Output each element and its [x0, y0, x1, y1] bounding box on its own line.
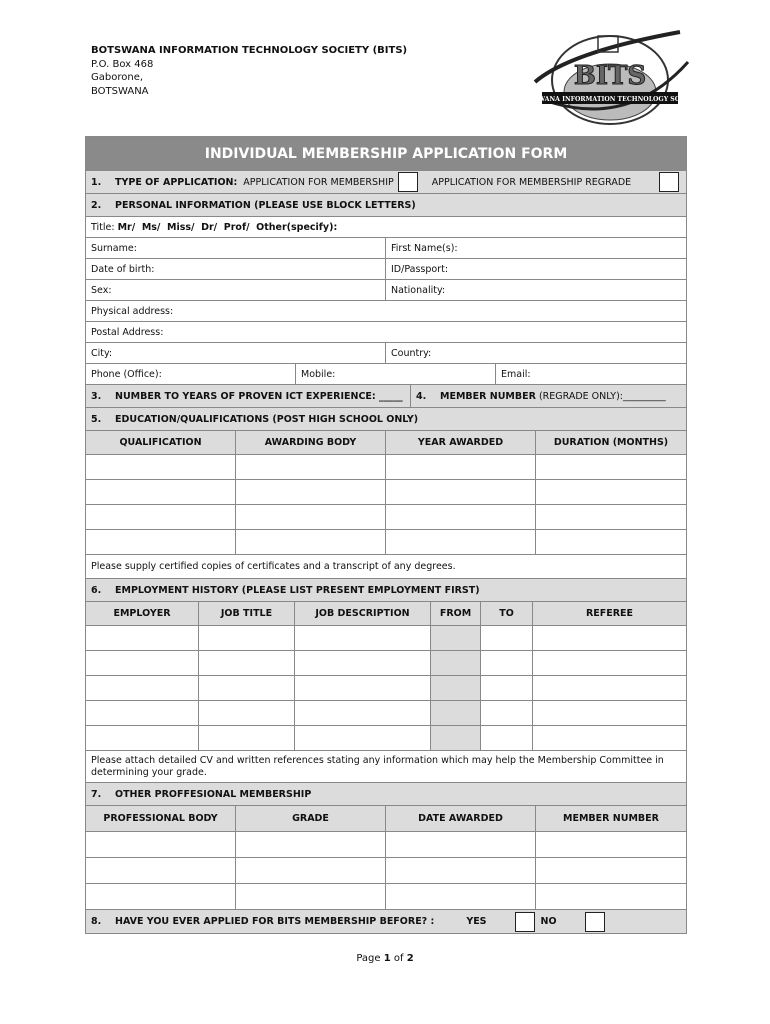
section-1-row: 1. TYPE OF APPLICATION: APPLICATION FOR MEMBERSHIP APPLICATION FOR MEMBERSHIP REGRADE	[86, 171, 686, 194]
table-cell[interactable]	[431, 626, 481, 650]
table-row	[86, 530, 686, 555]
column-header: AWARDING BODY	[236, 431, 386, 454]
physical-address-field[interactable]: Physical address:	[91, 305, 174, 317]
column-header: REFEREE	[585, 608, 634, 619]
column-header: PROFESSIONAL BODY	[86, 806, 236, 831]
country-field[interactable]: Country:	[391, 347, 432, 359]
table-cell[interactable]	[481, 651, 533, 675]
org-name: BOTSWANA INFORMATION TECHNOLOGY SOCIETY (BITS)	[91, 45, 408, 56]
section-6-heading: EMPLOYMENT HISTORY (PLEASE LIST PRESENT EMPLOYMENT FIRST)	[115, 584, 480, 596]
org-header	[91, 44, 407, 98]
section-8-question: HAVE YOU EVER APPLIED FOR BITS MEMBERSHIP BEFORE? :	[115, 916, 435, 927]
table-cell[interactable]	[431, 676, 481, 700]
table-cell[interactable]	[86, 726, 199, 750]
nationality-field[interactable]: Nationality:	[391, 284, 446, 296]
table-cell[interactable]	[536, 832, 686, 857]
phone-office-field[interactable]: Phone (Office):	[86, 364, 296, 384]
table-cell[interactable]	[536, 530, 686, 554]
member-number-field[interactable]: 4. MEMBER NUMBER (REGRADE ONLY):_________	[416, 390, 666, 402]
table-cell[interactable]	[386, 455, 536, 479]
education-header-row	[86, 431, 686, 455]
column-header: DURATION (MONTHS)	[553, 437, 669, 448]
table-cell[interactable]	[533, 701, 686, 725]
column-header: EMPLOYER	[86, 602, 199, 625]
regrade-option-label: APPLICATION FOR MEMBERSHIP REGRADE	[431, 176, 632, 188]
table-cell[interactable]	[533, 676, 686, 700]
dob-field[interactable]: Date of birth:	[86, 259, 386, 279]
table-cell[interactable]	[236, 858, 386, 883]
education-note: Please supply certified copies of certificates and a transcript of any degrees.	[91, 561, 456, 572]
table-cell[interactable]	[199, 651, 295, 675]
table-cell[interactable]	[236, 884, 386, 909]
table-cell[interactable]	[199, 626, 295, 650]
table-row	[86, 832, 686, 858]
column-header: DATE AWARDED	[386, 806, 536, 831]
table-cell[interactable]	[431, 651, 481, 675]
bits-logo	[518, 22, 702, 132]
page-number: Page 1 of 2	[356, 953, 414, 964]
regrade-checkbox[interactable]	[659, 172, 679, 192]
table-cell[interactable]	[236, 505, 386, 529]
table-cell[interactable]	[533, 626, 686, 650]
table-cell[interactable]	[295, 726, 431, 750]
table-row	[86, 726, 686, 751]
table-row	[86, 701, 686, 726]
table-cell[interactable]	[295, 651, 431, 675]
column-header: YEAR AWARDED	[386, 431, 536, 454]
membership-header-row	[86, 806, 686, 832]
table-cell[interactable]	[431, 701, 481, 725]
employment-header-row	[86, 602, 686, 626]
table-cell[interactable]	[86, 884, 236, 909]
ict-experience-field[interactable]: 3. NUMBER TO YEARS OF PROVEN ICT EXPERIENCE: _____	[86, 385, 411, 407]
table-cell[interactable]	[86, 701, 199, 725]
table-row	[86, 480, 686, 505]
table-cell[interactable]	[86, 455, 236, 479]
table-cell[interactable]	[431, 726, 481, 750]
application-form	[85, 136, 687, 934]
table-row	[86, 455, 686, 480]
table-cell[interactable]	[86, 858, 236, 883]
column-header: GRADE	[236, 806, 386, 831]
no-checkbox[interactable]	[585, 912, 605, 932]
id-passport-field[interactable]: ID/Passport:	[391, 263, 449, 275]
table-cell[interactable]	[86, 505, 236, 529]
column-header: QUALIFICATION	[86, 431, 236, 454]
table-cell[interactable]	[199, 701, 295, 725]
column-header: MEMBER NUMBER	[563, 813, 659, 824]
column-header: JOB TITLE	[199, 602, 295, 625]
table-cell[interactable]	[86, 651, 199, 675]
address-line: P.O. Box 468	[91, 58, 154, 70]
table-row	[86, 884, 686, 910]
no-label: NO	[540, 916, 557, 927]
logo-banner: BOTSWANA INFORMATION TECHNOLOGY SOCIETY	[518, 96, 702, 103]
section-5-heading: EDUCATION/QUALIFICATIONS (POST HIGH SCHOOL ONLY)	[115, 413, 419, 425]
table-cell[interactable]	[533, 651, 686, 675]
table-cell[interactable]	[481, 701, 533, 725]
section-7-row: 7. OTHER PROFFESIONAL MEMBERSHIP	[86, 783, 686, 806]
logo-text: BITS	[573, 61, 647, 91]
section-2-row: 2. PERSONAL INFORMATION (PLEASE USE BLOCK LETTERS)	[86, 194, 686, 217]
address-line: Gaborone,	[91, 72, 144, 83]
form-title-row	[86, 137, 686, 171]
membership-option-label: APPLICATION FOR MEMBERSHIP	[243, 176, 394, 188]
table-row	[86, 676, 686, 701]
column-header: FROM	[431, 602, 481, 625]
form-title: INDIVIDUAL MEMBERSHIP APPLICATION FORM	[204, 145, 568, 162]
surname-field[interactable]: Surname:	[86, 238, 386, 258]
table-cell[interactable]	[295, 626, 431, 650]
table-cell[interactable]	[386, 480, 536, 504]
table-cell[interactable]	[386, 858, 536, 883]
table-cell[interactable]	[481, 626, 533, 650]
column-header: JOB DESCRIPTION	[295, 602, 431, 625]
table-cell[interactable]	[295, 676, 431, 700]
section-5-row: 5. EDUCATION/QUALIFICATIONS (POST HIGH SCHOOL ONLY)	[86, 408, 686, 431]
sex-field[interactable]: Sex:	[86, 280, 386, 300]
section-8-row: 8. HAVE YOU EVER APPLIED FOR BITS MEMBERSHIP BEFORE? : YES NO	[86, 910, 686, 934]
table-cell[interactable]	[86, 480, 236, 504]
section-7-heading: OTHER PROFFESIONAL MEMBERSHIP	[115, 788, 312, 800]
table-cell[interactable]	[386, 530, 536, 554]
address-line: BOTSWANA	[91, 85, 149, 97]
table-cell[interactable]	[386, 884, 536, 909]
yes-checkbox[interactable]	[515, 912, 535, 932]
postal-address-field[interactable]: Postal Address:	[91, 326, 164, 338]
table-cell[interactable]	[481, 676, 533, 700]
table-cell[interactable]	[199, 726, 295, 750]
yes-label: YES	[466, 916, 487, 927]
employment-note: Please attach detailed CV and written references stating any information which may help the Membership Committee in determining your grade.	[91, 754, 664, 778]
table-cell[interactable]	[86, 626, 199, 650]
section-2-heading: PERSONAL INFORMATION (PLEASE USE BLOCK LETTERS)	[115, 199, 416, 211]
membership-checkbox[interactable]	[398, 172, 418, 192]
mobile-field[interactable]: Mobile:	[296, 364, 496, 384]
table-row	[86, 651, 686, 676]
table-cell[interactable]	[236, 832, 386, 857]
city-field[interactable]: City:	[86, 343, 386, 363]
column-header: TO	[481, 602, 533, 625]
table-cell[interactable]	[86, 530, 236, 554]
table-cell[interactable]	[236, 455, 386, 479]
table-cell[interactable]	[236, 480, 386, 504]
title-field[interactable]: Title: Mr/ Ms/ Miss/ Dr/ Prof/ Other(specify):	[91, 221, 338, 233]
table-cell[interactable]	[481, 726, 533, 750]
table-cell[interactable]	[536, 505, 686, 529]
first-names-field[interactable]: First Name(s):	[391, 242, 458, 254]
section-6-row: 6. EMPLOYMENT HISTORY (PLEASE LIST PRESENT EMPLOYMENT FIRST)	[86, 579, 686, 602]
table-cell[interactable]	[236, 530, 386, 554]
table-cell[interactable]	[533, 726, 686, 750]
table-row	[86, 505, 686, 530]
table-row	[86, 626, 686, 651]
table-cell[interactable]	[386, 505, 536, 529]
table-cell[interactable]	[199, 676, 295, 700]
table-row	[86, 858, 686, 884]
table-cell[interactable]	[536, 858, 686, 883]
table-cell[interactable]	[386, 832, 536, 857]
email-field[interactable]: Email:	[501, 368, 531, 380]
table-cell[interactable]	[295, 701, 431, 725]
table-cell[interactable]	[86, 832, 236, 857]
table-cell[interactable]	[536, 884, 686, 909]
type-of-application-label: TYPE OF APPLICATION:	[115, 176, 238, 188]
table-cell[interactable]	[536, 480, 686, 504]
title-field-row	[86, 217, 686, 238]
table-cell[interactable]	[536, 455, 686, 479]
table-cell[interactable]	[86, 676, 199, 700]
